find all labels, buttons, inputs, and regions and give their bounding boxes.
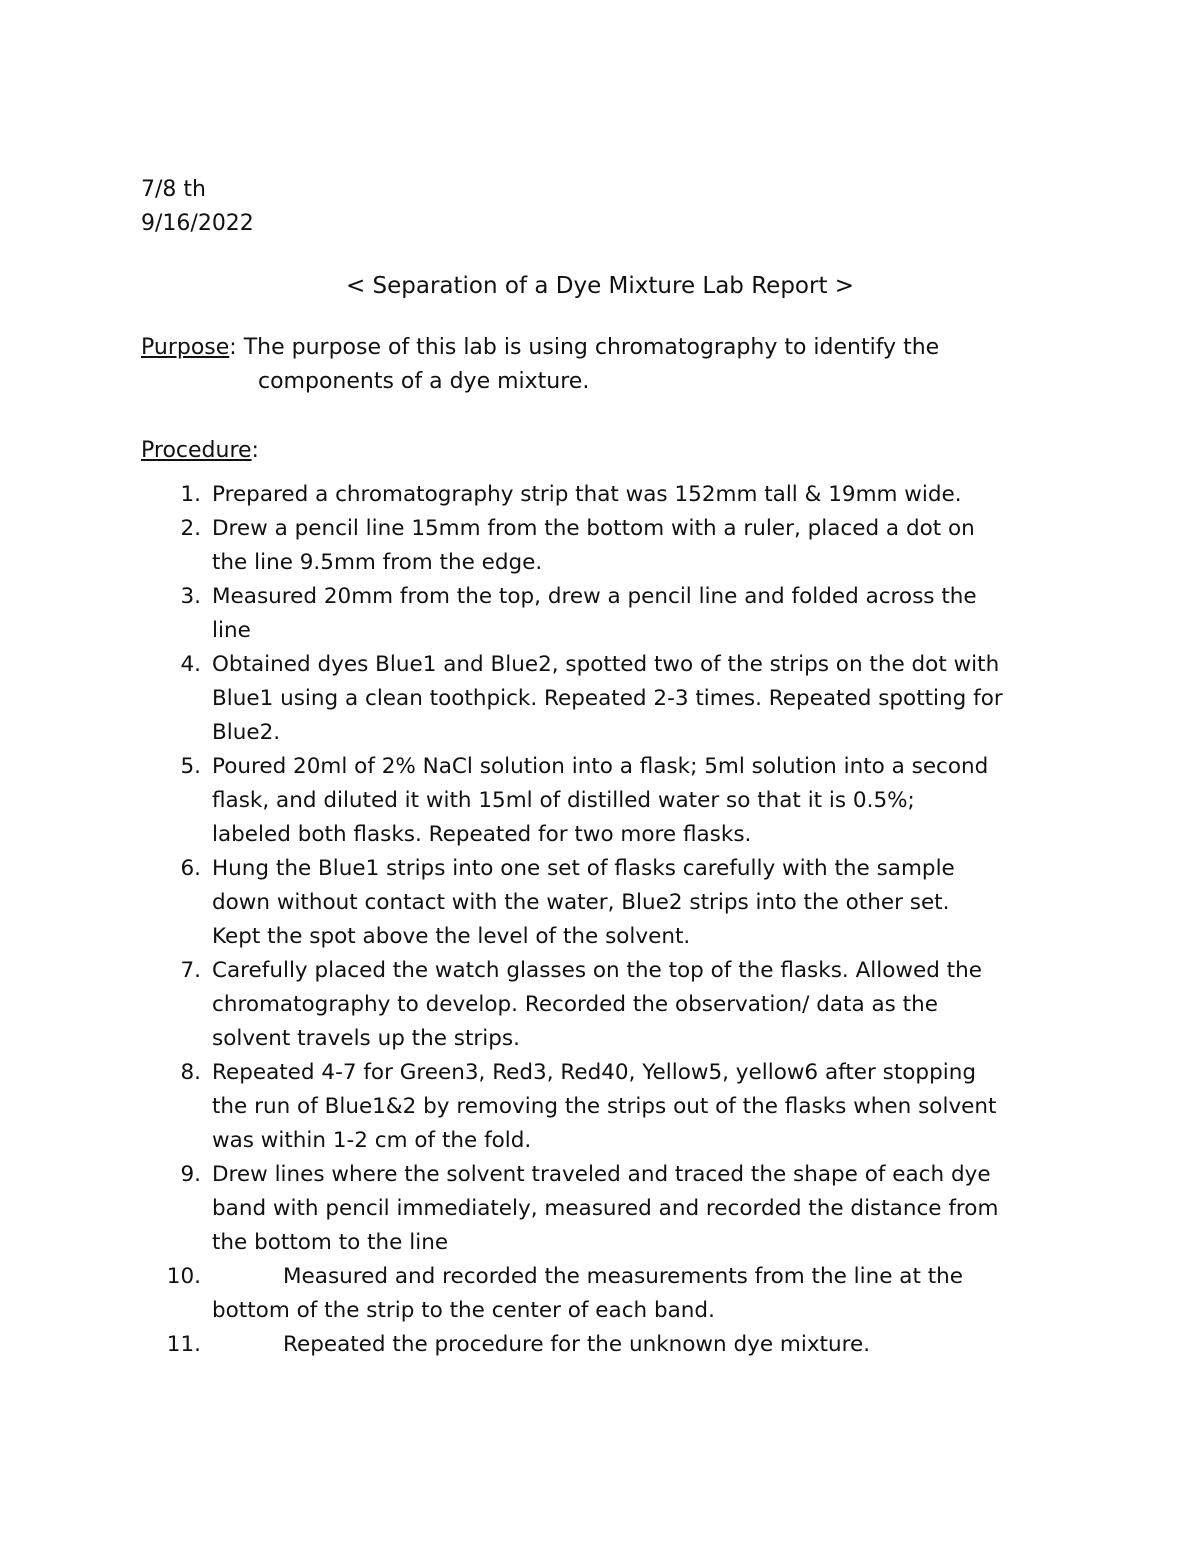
- purpose-colon: :: [229, 335, 244, 360]
- step-number: 3.: [180, 584, 201, 609]
- step-text-line: bottom of the strip to the center of each band.: [212, 1298, 715, 1323]
- procedure-label: Procedure: [141, 438, 252, 463]
- step-text-line: labeled both flasks. Repeated for two more flasks.: [212, 822, 752, 847]
- report-title: < Separation of a Dye Mixture Lab Report >: [345, 273, 855, 299]
- step-text-line: line: [212, 618, 251, 643]
- purpose-label: Purpose: [141, 335, 230, 360]
- step-text-line: chromatography to develop. Recorded the observation/ data as the: [212, 992, 938, 1017]
- step-number: 2.: [180, 516, 201, 541]
- step-number: 5.: [180, 754, 201, 779]
- step-text-line: Hung the Blue1 strips into one set of flasks carefully with the sample: [212, 856, 955, 881]
- step-number: 7.: [180, 958, 201, 983]
- step-text-line: the run of Blue1&2 by removing the strips out of the flasks when solvent: [212, 1094, 997, 1119]
- step-text-line: Prepared a chromatography strip that was 152mm tall & 19mm wide.: [212, 482, 962, 507]
- step-number: 10.: [166, 1264, 201, 1289]
- step-text-line: Kept the spot above the level of the solvent.: [212, 924, 691, 949]
- step-text-line: Measured 20mm from the top, drew a pencil line and folded across the: [212, 584, 977, 609]
- procedure-step: [141, 648, 1081, 750]
- procedure-steps-list: [141, 478, 1081, 1362]
- step-text-line: Blue2.: [212, 720, 281, 745]
- procedure-colon: :: [251, 438, 259, 463]
- step-number: 11.: [166, 1332, 201, 1357]
- step-text-line: the bottom to the line: [212, 1230, 449, 1255]
- purpose-text-line-2: components of a dye mixture.: [258, 369, 590, 394]
- step-text-line: Measured and recorded the measurements from the line at the: [283, 1264, 964, 1289]
- purpose-section: [141, 331, 1081, 399]
- step-text-line: Blue1 using a clean toothpick. Repeated 2-3 times. Repeated spotting for: [212, 686, 1003, 711]
- step-number: 8.: [180, 1060, 201, 1085]
- procedure-step: [141, 1056, 1081, 1158]
- step-text-line: Repeated 4-7 for Green3, Red3, Red40, Yellow5, yellow6 after stopping: [212, 1060, 976, 1085]
- step-text-line: solvent travels up the strips.: [212, 1026, 520, 1051]
- procedure-step: [141, 1158, 1081, 1260]
- step-text-line: Carefully placed the watch glasses on the top of the flasks. Allowed the: [212, 958, 982, 983]
- step-text-line: Repeated the procedure for the unknown dye mixture.: [283, 1332, 871, 1357]
- step-text-line: flask, and diluted it with 15ml of distilled water so that it is 0.5%;: [212, 788, 915, 813]
- procedure-step: [141, 478, 1081, 512]
- class-period: 7/8 th: [141, 177, 206, 202]
- step-number: 1.: [180, 482, 201, 507]
- step-number: 4.: [180, 652, 201, 677]
- step-text-line: band with pencil immediately, measured and recorded the distance from: [212, 1196, 999, 1221]
- step-text-line: Drew lines where the solvent traveled and traced the shape of each dye: [212, 1162, 991, 1187]
- procedure-step: [141, 580, 1081, 648]
- step-text-line: Poured 20ml of 2% NaCl solution into a flask; 5ml solution into a second: [212, 754, 989, 779]
- step-text-line: Drew a pencil line 15mm from the bottom with a ruler, placed a dot on: [212, 516, 975, 541]
- procedure-step: [141, 750, 1081, 852]
- step-text-line: the line 9.5mm from the edge.: [212, 550, 543, 575]
- step-text-line: down without contact with the water, Blue2 strips into the other set.: [212, 890, 950, 915]
- purpose-text-line-1: The purpose of this lab is using chromatography to identify the: [243, 335, 940, 360]
- procedure-heading: [141, 434, 259, 468]
- step-text-line: Obtained dyes Blue1 and Blue2, spotted two of the strips on the dot with: [212, 652, 1000, 677]
- step-number: 6.: [180, 856, 201, 881]
- report-date: 9/16/2022: [141, 211, 254, 236]
- step-text-line: was within 1-2 cm of the fold.: [212, 1128, 532, 1153]
- procedure-step: [141, 1328, 1081, 1362]
- procedure-step: [141, 512, 1081, 580]
- procedure-step: [141, 852, 1081, 954]
- procedure-step: [141, 954, 1081, 1056]
- step-number: 9.: [180, 1162, 201, 1187]
- procedure-step: [141, 1260, 1081, 1328]
